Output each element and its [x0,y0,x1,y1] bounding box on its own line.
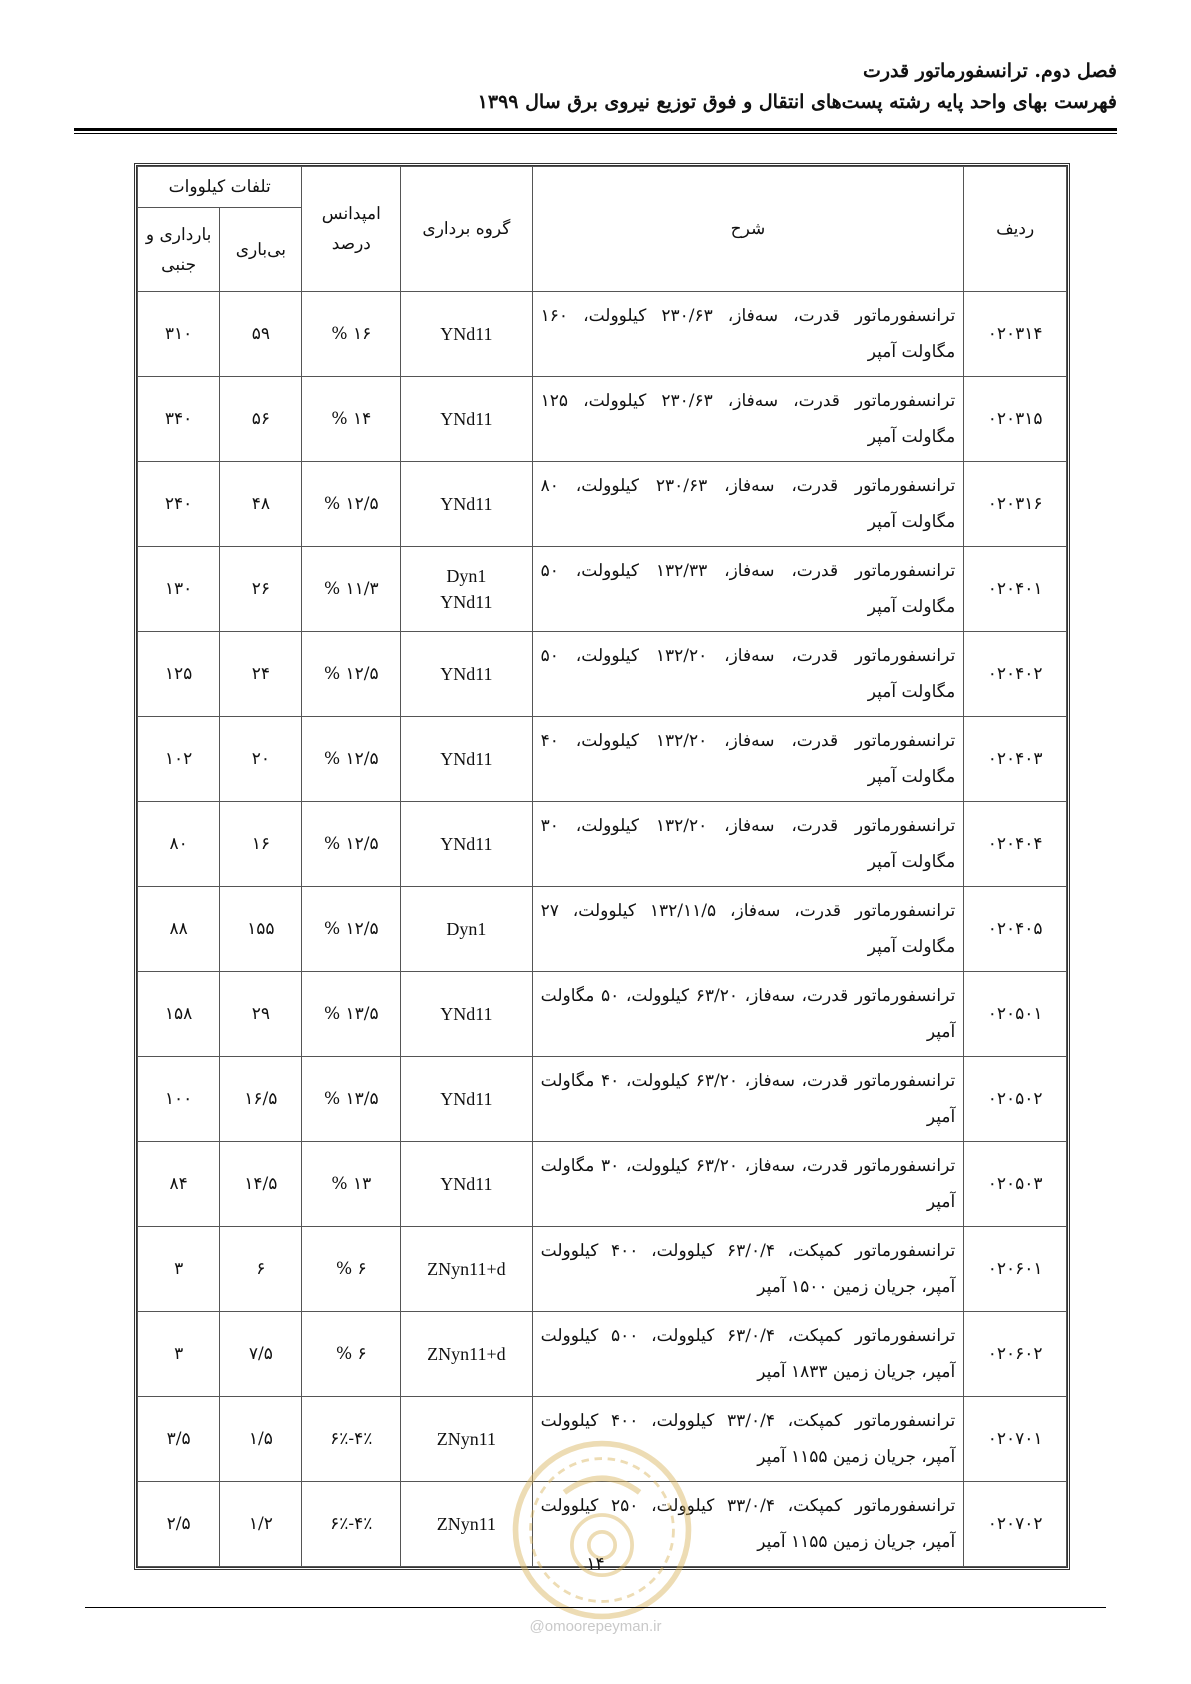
vector-group-value: YNd11 [440,664,493,684]
vector-group-value: YNd11 [440,409,493,429]
row-code: ۰۲۰۴۰۱ [964,547,1067,632]
row-impedance: ۶ % [302,1312,401,1397]
table-row [138,632,1067,717]
row-code: ۰۲۰۴۰۵ [964,887,1067,972]
document-subtitle: فهرست بهای واحد پایه رشته پست‌های انتقال و فوق توزیع نیروی برق سال ۱۳۹۹ [477,91,1117,113]
watermark-text: @omoorepeyman.ir [529,1618,662,1635]
row-no-load-loss: ۱/۵ [220,1397,302,1482]
row-no-load-loss: ۲۶ [220,547,302,632]
table-row [138,1312,1067,1397]
row-load-loss: ۸۸ [138,887,220,972]
row-load-loss: ۲۴۰ [138,462,220,547]
row-load-loss: ۱۳۰ [138,547,220,632]
table-body [138,292,1067,1567]
row-description: ترانسفورماتور قدرت، سه‌فاز، ۶۳/۲۰ کیلوولت، ۵۰ مگاولت آمپر [532,972,964,1057]
vector-group-value: ZNyn11 [436,1514,497,1534]
table-row [138,972,1067,1057]
row-vector-group [401,802,533,887]
row-no-load-loss: ۱۵۵ [220,887,302,972]
table-row [138,547,1067,632]
header-vector-group: گروه برداری [401,167,533,292]
row-no-load-loss: ۲۹ [220,972,302,1057]
row-load-loss: ۲/۵ [138,1482,220,1567]
row-description: ترانسفورماتور قدرت، سه‌فاز، ۶۳/۲۰ کیلوولت، ۳۰ مگاولت آمپر [532,1142,964,1227]
row-impedance: ۱۴ % [302,377,401,462]
row-description: ترانسفورماتور قدرت، سه‌فاز، ۱۳۲/۲۰ کیلوولت، ۳۰ مگاولت آمپر [532,802,964,887]
row-vector-group [401,1227,533,1312]
vector-group-value: YNd11 [440,1089,493,1109]
row-code: ۰۲۰۷۰۱ [964,1397,1067,1482]
row-vector-group [401,377,533,462]
footer-rule [85,1607,1106,1608]
row-vector-group [401,887,533,972]
row-no-load-loss: ۶ [220,1227,302,1312]
row-code: ۰۲۰۵۰۳ [964,1142,1067,1227]
row-impedance: ۱۲/۵ % [302,632,401,717]
price-table-frame [134,163,1070,1570]
vector-group-value: ZNyn11+d [427,1344,506,1364]
table-row [138,377,1067,462]
row-description: ترانسفورماتور قدرت، سه‌فاز، ۲۳۰/۶۳ کیلوولت، ۱۲۵ مگاولت آمپر [532,377,964,462]
row-code: ۰۲۰۳۱۶ [964,462,1067,547]
vector-group-value: YNd11 [440,749,493,769]
vector-group-value: YNd11 [440,834,493,854]
row-vector-group [401,1057,533,1142]
row-description: ترانسفورماتور کمپکت، ۶۳/۰/۴ کیلوولت، ۵۰۰ کیلوولت آمپر، جریان زمین ۱۸۳۳ آمپر [532,1312,964,1397]
row-impedance: ۱۳ % [302,1142,401,1227]
row-load-loss: ۱۵۸ [138,972,220,1057]
row-code: ۰۲۰۳۱۵ [964,377,1067,462]
row-vector-group [401,632,533,717]
vector-group-value: YNd11 [440,1174,493,1194]
row-no-load-loss: ۲۰ [220,717,302,802]
row-impedance: ۱۱/۳ % [302,547,401,632]
row-impedance: ۱۲/۵ % [302,887,401,972]
row-description: ترانسفورماتور قدرت، سه‌فاز، ۱۳۲/۱۱/۵ کیلوولت، ۲۷ مگاولت آمپر [532,887,964,972]
row-vector-group [401,717,533,802]
row-load-loss: ۱۰۲ [138,717,220,802]
page-header [74,56,1117,118]
row-no-load-loss: ۱۴/۵ [220,1142,302,1227]
vector-group-value: Dyn1 [446,566,487,586]
row-no-load-loss: ۵۶ [220,377,302,462]
header-description: شرح [532,167,964,292]
table-row [138,1227,1067,1312]
vector-group-value: YNd11 [440,494,493,514]
vector-group-value: YNd11 [440,1004,493,1024]
row-description: ترانسفورماتور قدرت، سه‌فاز، ۲۳۰/۶۳ کیلوولت، ۸۰ مگاولت آمپر [532,462,964,547]
row-vector-group [401,547,533,632]
vector-group-value: YNd11 [440,592,493,612]
row-code: ۰۲۰۴۰۴ [964,802,1067,887]
row-code: ۰۲۰۷۰۲ [964,1482,1067,1567]
page-number: ۱۴ [586,1554,605,1574]
header-rule-thin [74,133,1117,134]
row-load-loss: ۳ [138,1312,220,1397]
row-vector-group [401,1312,533,1397]
header-no-load: بی‌باری [220,208,302,292]
row-description: ترانسفورماتور کمپکت، ۳۳/۰/۴ کیلوولت، ۲۵۰ کیلوولت آمپر، جریان زمین ۱۱۵۵ آمپر [532,1482,964,1567]
header-row-no: ردیف [964,167,1067,292]
row-load-loss: ۱۲۵ [138,632,220,717]
row-code: ۰۲۰۳۱۴ [964,292,1067,377]
row-description: ترانسفورماتور قدرت، سه‌فاز، ۶۳/۲۰ کیلوولت، ۴۰ مگاولت آمپر [532,1057,964,1142]
row-load-loss: ۳/۵ [138,1397,220,1482]
row-load-loss: ۸۰ [138,802,220,887]
header-load: بارداری و جنبی [138,208,220,292]
header-impedance: امپدانس درصد [302,167,401,292]
row-impedance: ۱۲/۵ % [302,717,401,802]
row-vector-group [401,292,533,377]
table-row [138,1142,1067,1227]
row-no-load-loss: ۱/۲ [220,1482,302,1567]
row-impedance: ۱۶ % [302,292,401,377]
row-no-load-loss: ۵۹ [220,292,302,377]
row-vector-group [401,1142,533,1227]
row-no-load-loss: ۴۸ [220,462,302,547]
table-row [138,1057,1067,1142]
row-impedance: ۴٪-۶٪ [302,1397,401,1482]
row-load-loss: ۱۰۰ [138,1057,220,1142]
vector-group-value: Dyn1 [446,919,487,939]
row-code: ۰۲۰۴۰۲ [964,632,1067,717]
row-impedance: ۱۲/۵ % [302,462,401,547]
chapter-title: فصل دوم. ترانسفورماتور قدرت [862,60,1117,82]
row-impedance: ۱۲/۵ % [302,802,401,887]
row-impedance: ۱۳/۵ % [302,1057,401,1142]
row-load-loss: ۳۱۰ [138,292,220,377]
row-description: ترانسفورماتور قدرت، سه‌فاز، ۱۳۲/۲۰ کیلوولت، ۴۰ مگاولت آمپر [532,717,964,802]
row-description: ترانسفورماتور قدرت، سه‌فاز، ۲۳۰/۶۳ کیلوولت، ۱۶۰ مگاولت آمپر [532,292,964,377]
row-description: ترانسفورماتور قدرت، سه‌فاز، ۱۳۲/۳۳ کیلوولت، ۵۰ مگاولت آمپر [532,547,964,632]
row-code: ۰۲۰۶۰۱ [964,1227,1067,1312]
table-row [138,462,1067,547]
row-load-loss: ۳۴۰ [138,377,220,462]
row-description: ترانسفورماتور قدرت، سه‌فاز، ۱۳۲/۲۰ کیلوولت، ۵۰ مگاولت آمپر [532,632,964,717]
row-impedance: ۴٪-۶٪ [302,1482,401,1567]
row-code: ۰۲۰۵۰۱ [964,972,1067,1057]
row-no-load-loss: ۱۶/۵ [220,1057,302,1142]
table-row [138,1397,1067,1482]
table-row [138,717,1067,802]
header-losses: تلفات کیلووات [138,167,302,208]
table-row [138,802,1067,887]
vector-group-value: YNd11 [440,324,493,344]
row-no-load-loss: ۷/۵ [220,1312,302,1397]
row-code: ۰۲۰۴۰۳ [964,717,1067,802]
row-no-load-loss: ۱۶ [220,802,302,887]
row-vector-group [401,462,533,547]
table-row [138,887,1067,972]
row-description: ترانسفورماتور کمپکت، ۶۳/۰/۴ کیلوولت، ۴۰۰ کیلوولت آمپر، جریان زمین ۱۵۰۰ آمپر [532,1227,964,1312]
row-code: ۰۲۰۵۰۲ [964,1057,1067,1142]
price-table [137,166,1067,1567]
header-rule [74,128,1117,131]
vector-group-value: ZNyn11 [436,1429,497,1449]
row-impedance: ۱۳/۵ % [302,972,401,1057]
vector-group-value: ZNyn11+d [427,1259,506,1279]
row-code: ۰۲۰۶۰۲ [964,1312,1067,1397]
row-load-loss: ۳ [138,1227,220,1312]
table-row [138,292,1067,377]
row-description: ترانسفورماتور کمپکت، ۳۳/۰/۴ کیلوولت، ۴۰۰ کیلوولت آمپر، جریان زمین ۱۱۵۵ آمپر [532,1397,964,1482]
row-vector-group [401,1397,533,1482]
row-load-loss: ۸۴ [138,1142,220,1227]
row-no-load-loss: ۲۴ [220,632,302,717]
row-impedance: ۶ % [302,1227,401,1312]
row-vector-group [401,972,533,1057]
